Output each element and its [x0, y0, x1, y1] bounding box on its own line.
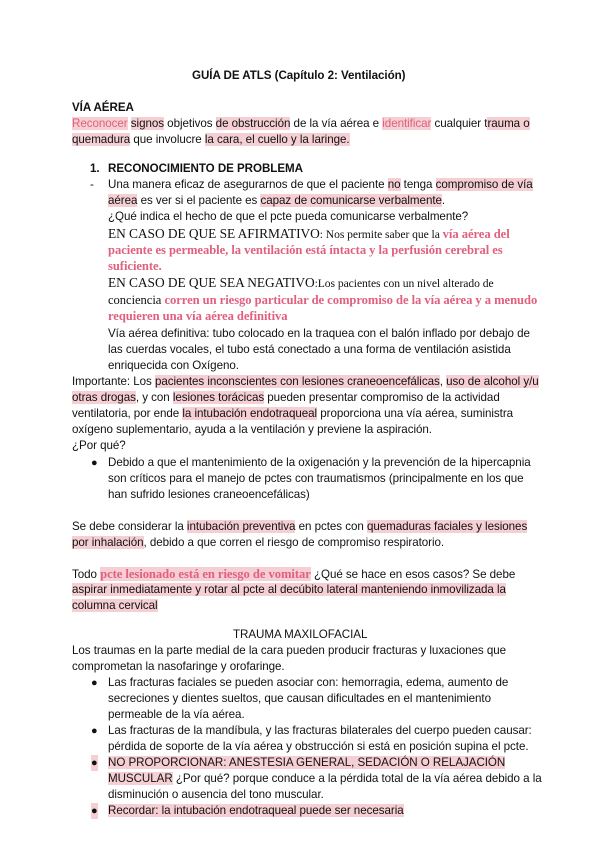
question-line: ¿Qué indica el hecho de que el pcte pueda comunicarse verbalmente?	[108, 210, 469, 223]
highlight: compromiso de vía	[435, 178, 533, 191]
highlight: rauma o	[487, 117, 530, 130]
text: ,	[439, 375, 447, 388]
paragraph-line	[72, 374, 539, 390]
paragraph-line	[108, 226, 510, 243]
text: EN CASO DE QUE SE AFIRMATIVO	[108, 226, 320, 241]
section-heading-reconocimiento: RECONOCIMIENTO DE PROBLEMA	[108, 162, 303, 175]
text: proporciona una vía aérea, suministra	[317, 407, 514, 420]
paragraph-line: las cuerdas vocales, el tubo está conectado a una forma de ventilación asistida	[108, 343, 511, 356]
section-heading-via-aerea: VÍA AÉREA	[72, 101, 134, 114]
text: EN CASO DE QUE SEA NEGATIVO	[108, 275, 315, 290]
highlight: intubación preventiva	[186, 520, 296, 533]
paragraph-line	[72, 598, 158, 614]
text: ¿Por qué? porque conduce a la pérdida total de la vía aérea debido a la	[172, 772, 542, 785]
highlight: capaz de comunicarse verbalmente	[260, 194, 442, 207]
list-item-line: secreciones y dientes sueltos, que causan dificultades en el mantenimiento	[108, 692, 491, 705]
bullet-marker: ●	[91, 725, 98, 737]
highlight: identificar	[382, 117, 432, 130]
highlight: columna cervical	[72, 599, 158, 612]
highlight: aérea	[108, 194, 138, 207]
text: ventilatoria, por ende	[72, 407, 183, 420]
list-item-line: permeable de la vía aérea.	[108, 708, 245, 721]
paragraph-line	[72, 132, 350, 148]
paragraph-line	[72, 406, 513, 422]
document-title: GUÍA DE ATLS (Capítulo 2: Ventilación)	[192, 69, 406, 82]
emphasis-line: requieren una vía aérea definitiva	[108, 309, 288, 323]
highlight: otras drogas	[72, 391, 136, 404]
text: conciencia	[108, 293, 165, 307]
list-item-line: disminución o ausencia del tono muscular.	[108, 788, 324, 801]
emphasis: corren un riesgo particular de compromiso de la vía aérea y a menudo	[164, 293, 538, 307]
highlight: de obstrucción	[215, 117, 291, 130]
list-item-line: Las fracturas de la mandíbula, y las fracturas bilaterales del cuerpo pueden causar:	[108, 724, 532, 737]
list-item-line: pérdida de soporte de la vía aérea y obstrucción si está en posición supina el pcte.	[108, 740, 529, 753]
text: Una manera eficaz de asegurarnos de que el paciente	[108, 178, 388, 191]
list-item-line: son críticos para el manejo de pctes con traumatismos (principalmente en los que	[108, 472, 524, 485]
highlight: la cara, el cuello y la laringe.	[204, 133, 350, 146]
bullet-marker: ●	[91, 457, 98, 469]
bullet-marker: ●	[91, 757, 98, 769]
text: , y con	[135, 391, 173, 404]
paragraph-line: Vía aérea definitiva: tubo colocado en la traquea con el balón inflado por debajo de	[108, 327, 530, 340]
text: , debido a que corren el riesgo de compromiso respiratorio.	[143, 536, 445, 549]
list-item-line	[108, 803, 404, 819]
text: es ver si el paciente es	[137, 194, 261, 207]
paragraph-line	[72, 566, 515, 583]
text: : Nos permite saber que la	[319, 228, 443, 241]
highlight: por inhalación	[72, 536, 144, 549]
text: ¿Qué se hace en esos casos? Se debe	[310, 568, 516, 581]
highlight: quemadura	[72, 133, 131, 146]
paragraph-line	[72, 535, 444, 551]
list-item-line	[108, 755, 505, 771]
highlight: no	[387, 178, 401, 191]
paragraph-line	[108, 193, 445, 209]
text: en pctes con	[295, 520, 367, 533]
text: que involucre	[130, 133, 205, 146]
text: de la vía aérea e	[290, 117, 383, 130]
paragraph-line: enriquecida con Oxígeno.	[108, 359, 239, 372]
dash-marker: -	[90, 178, 94, 191]
section-heading-trauma: TRAUMA MAXILOFACIAL	[233, 628, 368, 641]
bullet-marker: ●	[91, 677, 98, 689]
highlight: la intubación endotraqueal	[182, 407, 318, 420]
text: pueden presentar compromiso de la actividad	[264, 391, 500, 404]
text: cualquier t	[431, 117, 488, 130]
paragraph-line	[108, 177, 533, 193]
paragraph-line	[72, 519, 527, 535]
paragraph-line: oxígeno suplementario, ayuda a la ventilación y previene la aspiración.	[72, 423, 432, 436]
paragraph-line	[72, 116, 530, 132]
text: Importante: Los	[72, 375, 155, 388]
list-item-line	[108, 771, 542, 787]
bullet-marker: ●	[91, 805, 98, 817]
list-item-line: Debido a que el mantenimiento de la oxigenación y la prevención de la hipercapnia	[108, 456, 531, 469]
highlight: aspirar inmediatamente y rotar al pcte al decúbito lateral manteniendo inmovilizada la	[72, 583, 506, 596]
question-line: ¿Por qué?	[72, 439, 126, 452]
text: tenga	[400, 178, 436, 191]
highlight: pcte lesionado está en riesgo de vomitar	[100, 567, 311, 581]
highlight: pacientes inconscientes con lesiones craneoencefálicas	[154, 375, 440, 388]
paragraph-line: comprometan la nasofaringe y orofaringe.	[72, 660, 285, 673]
paragraph-line: Los traumas en la parte medial de la cara pueden producir fracturas y luxaciones que	[72, 644, 507, 657]
highlight: NO PROPORCIONAR: ANESTESIA GENERAL, SEDACIÓN O RELAJACIÓN	[108, 756, 506, 769]
list-item-line: han sufrido lesiones craneoencefálicas)	[108, 488, 310, 501]
paragraph-line	[108, 275, 494, 292]
text: .	[441, 194, 446, 207]
highlight: uso de alcohol y/u	[446, 375, 539, 388]
emphasis: vía aérea del	[442, 227, 510, 241]
highlight: MUSCULAR	[108, 772, 173, 785]
text: :Los pacientes con un nivel alterado de	[314, 277, 494, 290]
highlight: quemaduras faciales y lesiones	[366, 520, 528, 533]
paragraph-line	[108, 292, 537, 308]
paragraph-line	[72, 390, 500, 406]
emphasis-line: suficiente.	[108, 259, 162, 273]
text: objetivos	[164, 117, 216, 130]
list-number: 1.	[90, 162, 100, 175]
highlight: signos	[130, 117, 165, 130]
emphasis-line: paciente es permeable, la ventilación está íntacta y la perfusión cerebral es	[108, 243, 503, 257]
highlight: Recordar: la intubación endotraqueal puede ser necesaria	[108, 804, 404, 817]
highlight: Reconocer	[72, 117, 128, 130]
paragraph-line	[72, 582, 506, 598]
list-item-line: Las fracturas faciales se pueden asociar con: hemorragia, edema, aumento de	[108, 676, 509, 689]
highlight: lesiones torácicas	[172, 391, 265, 404]
text: Todo	[72, 568, 101, 581]
text: Se debe considerar la	[72, 520, 187, 533]
